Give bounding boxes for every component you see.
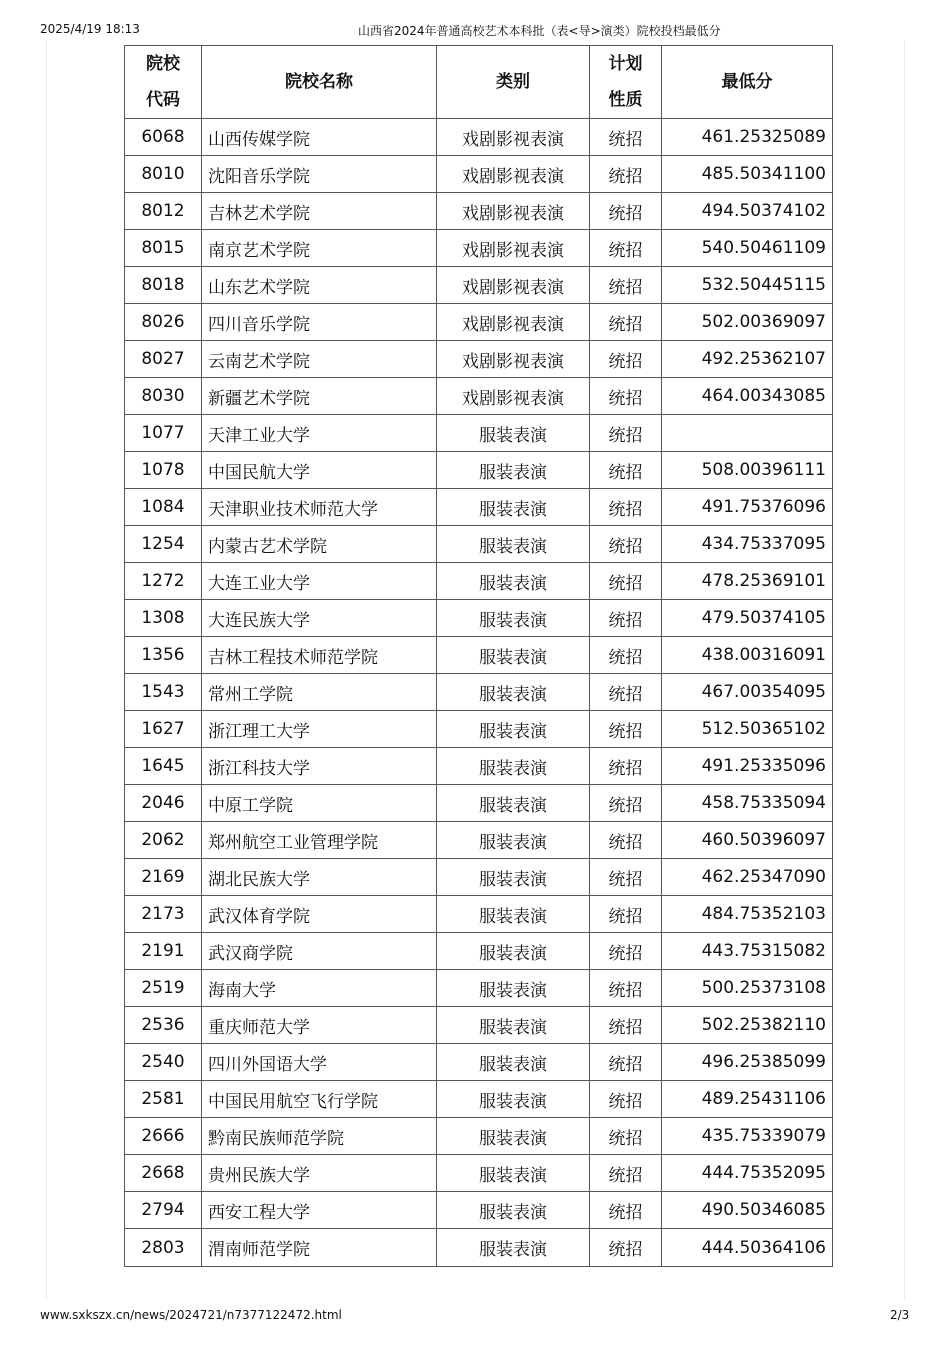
table-row — [125, 489, 833, 526]
table-row — [125, 1229, 833, 1267]
header-code-line2: 代码 — [146, 90, 180, 110]
table-row — [125, 859, 833, 896]
cell-code: 2191 — [125, 933, 202, 970]
cell-school-name: 沈阳音乐学院 — [202, 156, 437, 193]
cell-plan: 统招 — [590, 341, 662, 378]
cell-category: 服装表演 — [437, 563, 590, 600]
cell-plan: 统招 — [590, 822, 662, 859]
cell-code: 2581 — [125, 1081, 202, 1118]
header-plan-type — [590, 46, 662, 119]
cell-code: 2536 — [125, 1007, 202, 1044]
cell-school-name: 贵州民族大学 — [202, 1155, 437, 1192]
cell-code: 6068 — [125, 119, 202, 156]
cell-school-name: 吉林艺术学院 — [202, 193, 437, 230]
cell-category: 服装表演 — [437, 452, 590, 489]
table-row — [125, 304, 833, 341]
cell-category: 服装表演 — [437, 415, 590, 452]
cell-category: 戏剧影视表演 — [437, 304, 590, 341]
page-number: 2/3 — [890, 1308, 910, 1322]
footer-url: www.sxkszx.cn/news/2024721/n7377122472.html — [40, 1308, 342, 1322]
cell-plan: 统招 — [590, 452, 662, 489]
cell-score: 444.75352095 — [662, 1155, 833, 1192]
cell-score: 434.75337095 — [662, 526, 833, 563]
cell-category: 服装表演 — [437, 489, 590, 526]
cell-score: 492.25362107 — [662, 341, 833, 378]
table-row — [125, 711, 833, 748]
table-row — [125, 415, 833, 452]
cell-school-name: 黔南民族师范学院 — [202, 1118, 437, 1155]
cell-plan: 统招 — [590, 933, 662, 970]
cell-school-name: 武汉体育学院 — [202, 896, 437, 933]
cell-score: 444.50364106 — [662, 1229, 833, 1267]
cell-category: 戏剧影视表演 — [437, 119, 590, 156]
cell-code: 8018 — [125, 267, 202, 304]
cell-score: 502.00369097 — [662, 304, 833, 341]
cell-plan: 统招 — [590, 267, 662, 304]
cell-school-name: 浙江科技大学 — [202, 748, 437, 785]
cell-score: 461.25325089 — [662, 119, 833, 156]
cell-category: 服装表演 — [437, 526, 590, 563]
cell-plan: 统招 — [590, 415, 662, 452]
cell-plan: 统招 — [590, 970, 662, 1007]
table-row — [125, 1007, 833, 1044]
header-school-code — [125, 46, 202, 119]
cell-category: 服装表演 — [437, 674, 590, 711]
cell-score: 478.25369101 — [662, 563, 833, 600]
cell-code: 1078 — [125, 452, 202, 489]
cell-code: 2062 — [125, 822, 202, 859]
table-row — [125, 748, 833, 785]
table-row — [125, 933, 833, 970]
cell-category: 服装表演 — [437, 1192, 590, 1229]
table-row — [125, 1155, 833, 1192]
cell-category: 戏剧影视表演 — [437, 193, 590, 230]
table-row — [125, 378, 833, 415]
header-min-score: 最低分 — [662, 46, 833, 119]
cell-code: 1356 — [125, 637, 202, 674]
cell-category: 服装表演 — [437, 748, 590, 785]
cell-score: 491.75376096 — [662, 489, 833, 526]
print-datetime: 2025/4/19 18:13 — [40, 22, 140, 36]
header-code-line1: 院校 — [146, 54, 180, 74]
cell-category: 戏剧影视表演 — [437, 267, 590, 304]
cell-plan: 统招 — [590, 748, 662, 785]
cell-plan: 统招 — [590, 156, 662, 193]
cell-school-name: 新疆艺术学院 — [202, 378, 437, 415]
cell-score: 467.00354095 — [662, 674, 833, 711]
cell-plan: 统招 — [590, 1192, 662, 1229]
cell-school-name: 湖北民族大学 — [202, 859, 437, 896]
cell-school-name: 西安工程大学 — [202, 1192, 437, 1229]
cell-school-name: 四川外国语大学 — [202, 1044, 437, 1081]
header-plan-line1: 计划 — [608, 54, 643, 74]
cell-plan: 统招 — [590, 1118, 662, 1155]
cell-score: 479.50374105 — [662, 600, 833, 637]
table-row — [125, 600, 833, 637]
cell-plan: 统招 — [590, 1081, 662, 1118]
cell-school-name: 天津职业技术师范大学 — [202, 489, 437, 526]
cell-plan: 统招 — [590, 489, 662, 526]
cell-category: 服装表演 — [437, 785, 590, 822]
cell-school-name: 中原工学院 — [202, 785, 437, 822]
cell-plan: 统招 — [590, 859, 662, 896]
table-row — [125, 674, 833, 711]
cell-score: 460.50396097 — [662, 822, 833, 859]
table-row — [125, 563, 833, 600]
table-row — [125, 526, 833, 563]
header-plan-line2: 性质 — [608, 90, 643, 110]
table-row — [125, 1192, 833, 1229]
cell-school-name: 山东艺术学院 — [202, 267, 437, 304]
cell-code: 2803 — [125, 1229, 202, 1267]
cell-code: 2668 — [125, 1155, 202, 1192]
cell-code: 2794 — [125, 1192, 202, 1229]
cell-school-name: 中国民航大学 — [202, 452, 437, 489]
cell-score: 496.25385099 — [662, 1044, 833, 1081]
cell-category: 戏剧影视表演 — [437, 378, 590, 415]
cell-score: 443.75315082 — [662, 933, 833, 970]
cell-code: 2540 — [125, 1044, 202, 1081]
cell-code: 2519 — [125, 970, 202, 1007]
cell-code: 8012 — [125, 193, 202, 230]
cell-score: 500.25373108 — [662, 970, 833, 1007]
table-row — [125, 1081, 833, 1118]
cell-school-name: 武汉商学院 — [202, 933, 437, 970]
cell-score: 485.50341100 — [662, 156, 833, 193]
table-row — [125, 896, 833, 933]
cell-score: 508.00396111 — [662, 452, 833, 489]
cell-code: 8030 — [125, 378, 202, 415]
cell-code: 1084 — [125, 489, 202, 526]
cell-code: 2666 — [125, 1118, 202, 1155]
cell-school-name: 海南大学 — [202, 970, 437, 1007]
cell-plan: 统招 — [590, 526, 662, 563]
cell-code: 1627 — [125, 711, 202, 748]
cell-score: 540.50461109 — [662, 230, 833, 267]
cell-score: 532.50445115 — [662, 267, 833, 304]
cell-plan: 统招 — [590, 711, 662, 748]
cell-score: 462.25347090 — [662, 859, 833, 896]
cell-score: 458.75335094 — [662, 785, 833, 822]
cell-school-name: 南京艺术学院 — [202, 230, 437, 267]
cell-score: 494.50374102 — [662, 193, 833, 230]
cell-code: 2169 — [125, 859, 202, 896]
cell-score: 435.75339079 — [662, 1118, 833, 1155]
cell-category: 服装表演 — [437, 1081, 590, 1118]
cell-plan: 统招 — [590, 896, 662, 933]
cell-plan: 统招 — [590, 563, 662, 600]
table-row — [125, 119, 833, 156]
cell-plan: 统招 — [590, 230, 662, 267]
document-title: 山西省2024年普通高校艺术本科批（表<导>演类）院校投档最低分 — [358, 24, 721, 38]
table-row — [125, 822, 833, 859]
header-school-name: 院校名称 — [202, 46, 437, 119]
cell-school-name: 吉林工程技术师范学院 — [202, 637, 437, 674]
cell-school-name: 山西传媒学院 — [202, 119, 437, 156]
cell-category: 服装表演 — [437, 1229, 590, 1267]
cell-code: 1543 — [125, 674, 202, 711]
cell-school-name: 郑州航空工业管理学院 — [202, 822, 437, 859]
cell-plan: 统招 — [590, 674, 662, 711]
page-edge-right — [904, 40, 905, 1300]
cell-code: 1272 — [125, 563, 202, 600]
table-row — [125, 637, 833, 674]
cell-plan: 统招 — [590, 1044, 662, 1081]
cell-category: 服装表演 — [437, 1007, 590, 1044]
cell-code: 2173 — [125, 896, 202, 933]
score-table — [124, 45, 833, 1267]
table-row — [125, 230, 833, 267]
cell-code: 8026 — [125, 304, 202, 341]
cell-code: 1254 — [125, 526, 202, 563]
cell-score: 438.00316091 — [662, 637, 833, 674]
cell-plan: 统招 — [590, 1229, 662, 1267]
cell-school-name: 渭南师范学院 — [202, 1229, 437, 1267]
cell-school-name: 重庆师范大学 — [202, 1007, 437, 1044]
cell-plan: 统招 — [590, 1007, 662, 1044]
table-row — [125, 156, 833, 193]
table-row — [125, 970, 833, 1007]
cell-score: 491.25335096 — [662, 748, 833, 785]
cell-school-name: 云南艺术学院 — [202, 341, 437, 378]
cell-school-name: 天津工业大学 — [202, 415, 437, 452]
cell-category: 服装表演 — [437, 1118, 590, 1155]
cell-category: 服装表演 — [437, 637, 590, 674]
cell-school-name: 大连民族大学 — [202, 600, 437, 637]
cell-school-name: 常州工学院 — [202, 674, 437, 711]
cell-score: 512.50365102 — [662, 711, 833, 748]
cell-code: 2046 — [125, 785, 202, 822]
cell-score: 464.00343085 — [662, 378, 833, 415]
cell-code: 8027 — [125, 341, 202, 378]
table-row — [125, 452, 833, 489]
cell-school-name: 中国民用航空飞行学院 — [202, 1081, 437, 1118]
cell-school-name: 四川音乐学院 — [202, 304, 437, 341]
cell-plan: 统招 — [590, 304, 662, 341]
cell-category: 服装表演 — [437, 1044, 590, 1081]
cell-category: 服装表演 — [437, 859, 590, 896]
table-row — [125, 785, 833, 822]
cell-code: 1308 — [125, 600, 202, 637]
cell-plan: 统招 — [590, 119, 662, 156]
cell-plan: 统招 — [590, 193, 662, 230]
cell-plan: 统招 — [590, 637, 662, 674]
cell-code: 1645 — [125, 748, 202, 785]
cell-school-name: 内蒙古艺术学院 — [202, 526, 437, 563]
cell-code: 1077 — [125, 415, 202, 452]
cell-category: 服装表演 — [437, 600, 590, 637]
cell-score: 490.50346085 — [662, 1192, 833, 1229]
cell-category: 服装表演 — [437, 711, 590, 748]
cell-category: 服装表演 — [437, 1155, 590, 1192]
cell-category: 服装表演 — [437, 822, 590, 859]
table-row — [125, 267, 833, 304]
cell-plan: 统招 — [590, 378, 662, 415]
cell-category: 戏剧影视表演 — [437, 341, 590, 378]
cell-code: 8015 — [125, 230, 202, 267]
table-row — [125, 1118, 833, 1155]
table-row — [125, 1044, 833, 1081]
cell-category: 戏剧影视表演 — [437, 156, 590, 193]
cell-plan: 统招 — [590, 600, 662, 637]
cell-plan: 统招 — [590, 785, 662, 822]
page-edge-left — [46, 40, 47, 1300]
cell-score — [662, 415, 833, 452]
cell-category: 戏剧影视表演 — [437, 230, 590, 267]
cell-school-name: 大连工业大学 — [202, 563, 437, 600]
cell-category: 服装表演 — [437, 896, 590, 933]
cell-score: 502.25382110 — [662, 1007, 833, 1044]
cell-category: 服装表演 — [437, 933, 590, 970]
table-row — [125, 193, 833, 230]
cell-category: 服装表演 — [437, 970, 590, 1007]
cell-score: 484.75352103 — [662, 896, 833, 933]
table-header-row — [125, 46, 833, 119]
cell-score: 489.25431106 — [662, 1081, 833, 1118]
table-row — [125, 341, 833, 378]
cell-code: 8010 — [125, 156, 202, 193]
cell-school-name: 浙江理工大学 — [202, 711, 437, 748]
cell-plan: 统招 — [590, 1155, 662, 1192]
header-category: 类别 — [437, 46, 590, 119]
